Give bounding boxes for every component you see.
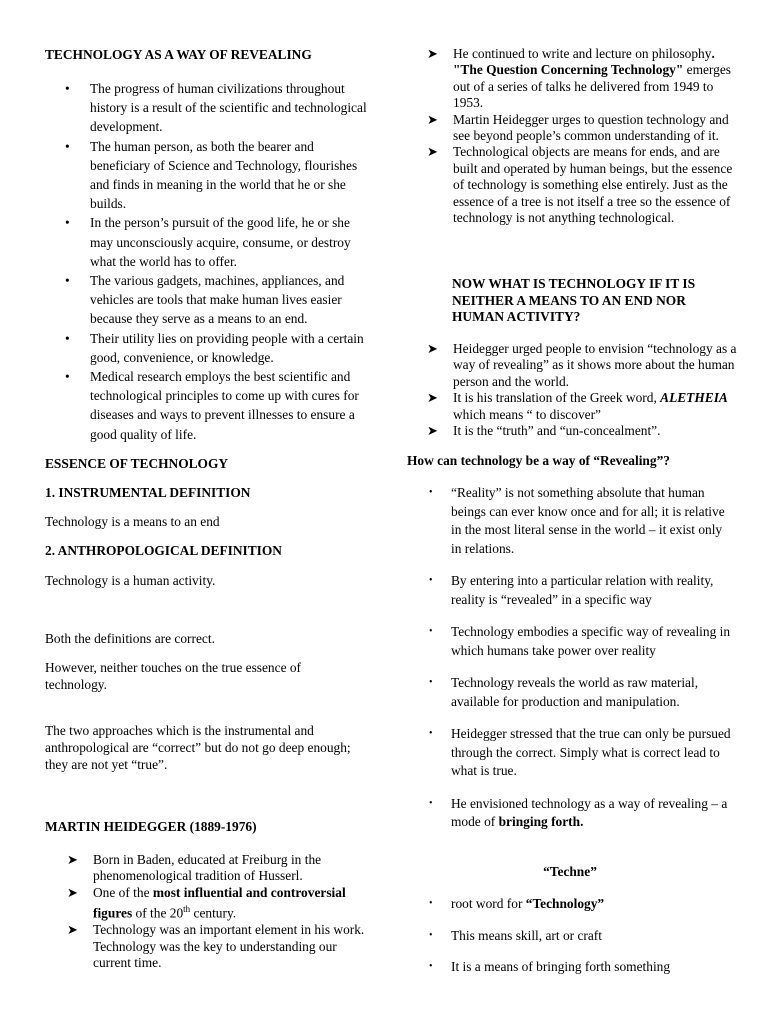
list-item: ➤ Technology was an important element in his work. Technology was the key to understanding our current time. <box>67 922 365 970</box>
list-item: • In the person’s pursuit of the good life, he or she may unconsciously acquire, consume, or destroy what the world has to offer. <box>45 213 370 271</box>
bullet-icon: • <box>429 961 433 972</box>
arrow-bullet-icon: ➤ <box>67 852 78 867</box>
revealing-arrow-list <box>405 341 740 439</box>
list-item: • Heidegger stressed that the true can only be pursued through the correct. Simply what is correct lead to what is true. <box>429 726 731 778</box>
section-title-revealing: TECHNOLOGY AS A WAY OF REVEALING <box>45 47 312 62</box>
anthropological-text: Technology is a human activity. <box>45 573 216 588</box>
arrow-bullet-icon: ➤ <box>427 341 438 356</box>
arrow-bullet-icon: ➤ <box>67 922 78 938</box>
arrow-bullet-icon: ➤ <box>427 111 438 127</box>
both-correct-text: Both the definitions are correct. <box>45 631 215 646</box>
list-item: • The progress of human civilizations throughout history is a result of the scientific and technological development. <box>45 79 370 137</box>
bullet-icon: • <box>429 728 433 739</box>
list-item: ➤ It is his translation of the Greek word, ALETHEIA which means “ to discover” <box>427 390 728 422</box>
list-item: • By entering into a particular relation with reality, reality is “revealed” in a specific way <box>429 573 714 607</box>
list-item: • It is a means of bringing forth something <box>405 958 735 977</box>
bullet-icon: • <box>429 626 433 637</box>
arrow-bullet-icon: ➤ <box>67 884 78 900</box>
list-item: • The various gadgets, machines, appliances, and vehicles are tools that make human lives easier because they serve as a means to an end. <box>45 271 370 329</box>
list-item: • Their utility lies on providing people with a certain good, convenience, or knowledge. <box>45 329 370 367</box>
question-heading: NOW WHAT IS TECHNOLOGY IF IT IS NEITHER A MEANS TO AN END NOR HUMAN ACTIVITY? <box>452 276 696 324</box>
bullet-icon: • <box>429 575 433 586</box>
revealing-bullet-list <box>405 484 735 832</box>
however-text: However, neither touches on the true essence of technology. <box>45 660 302 692</box>
list-item: • “Reality” is not something absolute that human beings can ever know once and for all; it is relative in the most literal sense in the world – it exist only in relations. <box>429 485 725 556</box>
revealing-question-heading: How can technology be a way of “Revealing”? <box>407 453 670 468</box>
arrow-bullet-icon: ➤ <box>427 390 438 406</box>
two-approaches-text: The two approaches which is the instrumental and anthropological are “correct” but do not go deep enough; they are not yet “true”. <box>45 723 351 772</box>
list-item: • This means skill, art or craft <box>405 927 735 946</box>
arrow-bullet-icon: ➤ <box>427 144 438 160</box>
list-item: ➤ Heidegger urged people to envision “technology as a way of revealing” as it shows more about the human person and the world. <box>427 341 737 389</box>
arrow-bullet-icon: ➤ <box>427 423 438 439</box>
bullet-icon: • <box>429 677 433 688</box>
bullet-icon: • <box>429 898 433 909</box>
list-item: ➤ Technological objects are means for ends, and are built and operated by human beings, but the essence of technology is something else entirely. Just as the essence of a tree is not itself a tree so the essence of technology is not anything technological. <box>427 144 733 226</box>
anthropological-heading: 2. ANTHROPOLOGICAL DEFINITION <box>45 543 282 558</box>
list-item: ➤ Martin Heidegger urges to question technology and see beyond people’s common understanding of it. <box>427 111 729 144</box>
techne-list <box>405 895 735 977</box>
list-item: ➤ One of the most influential and controversial figures of the 20th century. <box>67 884 346 921</box>
list-item: • root word for “Technology” <box>405 895 735 914</box>
question-concerning-list <box>405 46 740 226</box>
heidegger-heading: MARTIN HEIDEGGER (1889-1976) <box>45 819 257 834</box>
list-item: • Medical research employs the best scientific and technological principles to come up with cures for diseases and ways to prevent illnesses to ensure a good quality of life. <box>45 367 370 444</box>
list-item: ➤ It is the “truth” and “un-concealment”. <box>427 423 661 439</box>
list-item: • He envisioned technology as a way of revealing – a mode of bringing forth. <box>429 795 728 829</box>
list-item: • The human person, as both the bearer and beneficiary of Science and Technology, flourishes and finds in meaning in the world that he or she builds. <box>45 137 370 214</box>
heidegger-list <box>45 852 375 971</box>
list-item: ➤ Born in Baden, educated at Freiburg in the phenomenological tradition of Husserl. <box>67 852 322 884</box>
arrow-bullet-icon: ➤ <box>427 46 438 61</box>
techne-heading: “Techne” <box>543 864 597 879</box>
bullet-icon: • <box>429 797 433 809</box>
instrumental-text: Technology is a means to an end <box>45 514 220 529</box>
essence-heading: ESSENCE OF TECHNOLOGY <box>45 456 229 471</box>
instrumental-heading: 1. INSTRUMENTAL DEFINITION <box>45 485 251 500</box>
list-item: • Technology reveals the world as raw material, available for production and manipulation. <box>429 675 699 709</box>
bullet-icon: • <box>429 487 433 498</box>
bullet-icon: • <box>429 929 433 941</box>
list-item: • Technology embodies a specific way of revealing in which humans take power over reality <box>429 624 731 658</box>
list-item: ➤ He continued to write and lecture on philosophy. "The Question Concerning Technology" emerges out of a series of talks he delivered from 1949 to 1953. <box>427 46 731 111</box>
intro-bullet-list <box>45 79 370 444</box>
